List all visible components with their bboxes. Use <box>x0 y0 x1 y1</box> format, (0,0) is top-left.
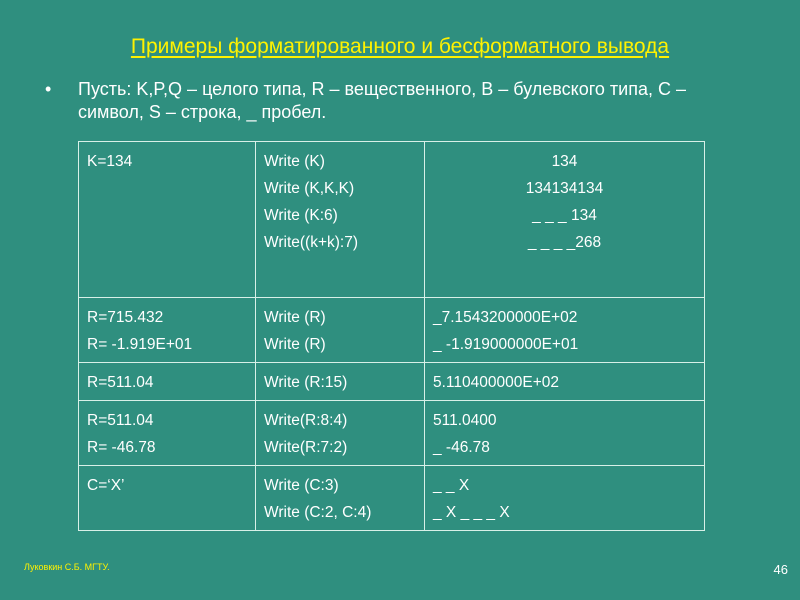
cell-line: R=511.04 <box>87 374 154 391</box>
cell-line: Write (K) <box>264 153 325 170</box>
variables-cell <box>79 466 256 531</box>
cell-line: Write(R:8:4) <box>264 412 348 429</box>
table-row <box>79 142 705 298</box>
cell-line: _ _ X <box>433 477 470 494</box>
cell-line: _ _ _ _268 <box>527 234 602 251</box>
cell-line: C=‘X’ <box>87 477 125 494</box>
cell-line: 511.0400 <box>433 412 497 429</box>
examples-table <box>78 141 705 531</box>
table-row <box>79 466 705 531</box>
cell-line: _ -46.78 <box>433 439 490 456</box>
cell-line: _ _ _ 134 <box>532 207 597 224</box>
output-cell <box>425 142 705 298</box>
code-cell <box>256 401 425 466</box>
cell-line: _7.1543200000E+02 <box>433 309 578 326</box>
table-row <box>79 298 705 363</box>
cell-line: R=715.432 <box>87 309 164 326</box>
variables-cell <box>79 142 256 298</box>
code-cell <box>256 363 425 401</box>
code-cell <box>256 466 425 531</box>
cell-line: 134 <box>551 153 578 170</box>
variables-cell <box>79 363 256 401</box>
output-cell <box>425 363 705 401</box>
bullet-point <box>45 78 755 124</box>
cell-line: R= -46.78 <box>87 439 156 456</box>
code-cell <box>256 142 425 298</box>
page-number: 46 <box>773 562 788 577</box>
table-row <box>79 363 705 401</box>
cell-line: 5.110400000E+02 <box>433 374 559 391</box>
cell-line: R=511.04 <box>87 412 154 429</box>
cell-line: 134134134 <box>525 180 604 197</box>
cell-line: Write (K,K,K) <box>264 180 355 197</box>
slide-title: Примеры форматированного и бесформатного вывода <box>130 35 670 58</box>
cell-line: Write (K:6) <box>264 207 338 224</box>
code-cell <box>256 298 425 363</box>
cell-line: Write (R:15) <box>264 374 348 391</box>
output-cell <box>425 401 705 466</box>
cell-line: K=134 <box>87 153 133 170</box>
cell-line: Write (R) <box>264 336 326 353</box>
author-footer: Луковкин С.Б. МГТУ. <box>24 562 110 572</box>
cell-line: _ X _ _ _ X <box>433 504 510 521</box>
cell-line: R= -1.919E+01 <box>87 336 193 353</box>
cell-line: Write((k+k):7) <box>264 234 359 251</box>
bullet-marker: • <box>45 79 52 99</box>
output-cell <box>425 298 705 363</box>
variables-cell <box>79 401 256 466</box>
variables-cell <box>79 298 256 363</box>
cell-line: Write(R:7:2) <box>264 439 348 456</box>
cell-line: Write (C:2, C:4) <box>264 504 372 521</box>
output-cell <box>425 466 705 531</box>
cell-line: Write (C:3) <box>264 477 339 494</box>
table-row <box>79 401 705 466</box>
cell-line: _ -1.919000000E+01 <box>433 336 579 353</box>
cell-line: Write (R) <box>264 309 326 326</box>
bullet-text: Пусть: K,P,Q – целого типа, R – вещественного, B – булевского типа, C – символ, S – строка, _ пробел. <box>78 79 686 122</box>
